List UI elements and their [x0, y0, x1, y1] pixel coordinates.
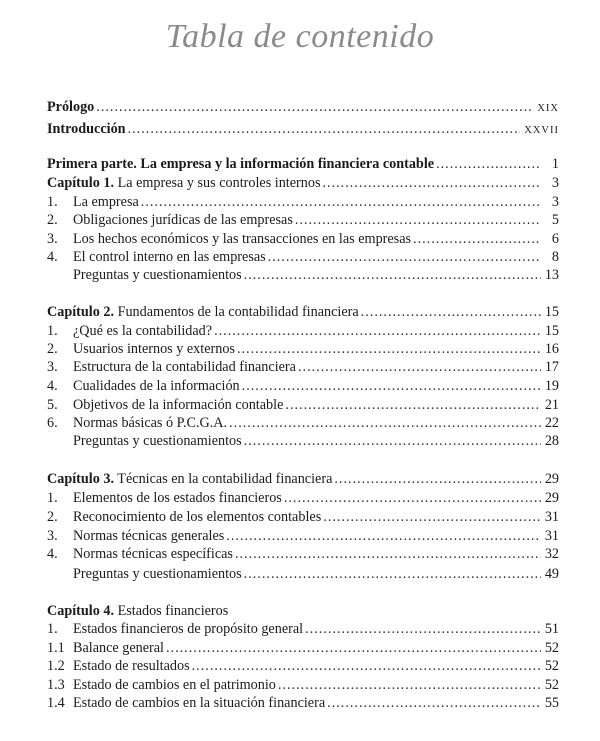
toc-entry [47, 602, 559, 620]
toc-entry-heading: Capítulo 4. [47, 603, 115, 619]
toc-entry-number: 1. [47, 490, 58, 506]
toc-entry-number: 3. [47, 359, 58, 375]
toc-entry-title: Capítulo 3. Técnicas en la contabilidad financiera [47, 471, 333, 487]
leader-dots [322, 174, 541, 192]
toc-entry-number: 2. [47, 341, 58, 357]
toc-page-number: 17 [544, 359, 559, 375]
toc-entry-heading: Primera parte. La empresa y la información financiera contable [47, 156, 435, 172]
leader-dots [298, 358, 541, 376]
toc-entry-title: Los hechos económicos y las transacciones en las empresas [73, 231, 412, 247]
leader-dots [244, 266, 541, 284]
toc-entry-heading: Capítulo 1. [47, 175, 115, 191]
toc-entry [47, 174, 559, 192]
toc-entry [47, 470, 559, 488]
toc-page-number: 51 [544, 621, 559, 637]
toc-entry-number: 3. [47, 528, 58, 544]
toc-entry-title: Reconocimiento de los elementos contables [73, 509, 322, 525]
leader-dots [128, 120, 521, 138]
toc-entry [47, 694, 559, 712]
toc-entry [47, 230, 559, 248]
toc-entry-title: Estructura de la contabilidad financiera [73, 359, 296, 375]
toc-page-number: 1 [551, 156, 559, 172]
toc-entry [47, 396, 559, 414]
leader-dots [323, 508, 541, 526]
toc-page-number: 16 [544, 341, 559, 357]
toc-page-number: 15 [544, 304, 559, 320]
toc-page-number: XXVII [524, 125, 559, 136]
leader-dots [295, 211, 541, 229]
toc-entry-title: Normas técnicas generales [73, 528, 225, 544]
toc-entry [47, 414, 559, 432]
toc-entry-number: 1. [47, 621, 58, 637]
toc-entry [47, 676, 559, 694]
toc-page-number: 52 [544, 640, 559, 656]
toc-entry [47, 508, 559, 526]
toc-entry-title: Cualidades de la información [73, 378, 240, 394]
leader-dots [226, 527, 541, 545]
toc-entry [47, 155, 559, 173]
toc-page-number: 29 [544, 471, 559, 487]
toc-entry-number: 6. [47, 415, 58, 431]
toc-page-number: 22 [544, 415, 559, 431]
toc-entry-title: Elementos de los estados financieros [73, 490, 282, 506]
toc-page-number: 8 [551, 249, 559, 265]
leader-dots [244, 432, 541, 450]
toc-entry-number: 2. [47, 509, 58, 525]
toc-entry-title: Estado de resultados [73, 658, 190, 674]
leader-dots [141, 193, 541, 211]
toc-entry-title: ¿Qué es la contabilidad? [73, 323, 213, 339]
toc-entry-title: Preguntas y cuestionamientos [73, 433, 242, 449]
toc-entry-number: 1. [47, 323, 58, 339]
toc-page-number: 32 [544, 546, 559, 562]
toc-page-number: 5 [551, 212, 559, 228]
toc-entry-title: Preguntas y cuestionamientos [73, 566, 242, 582]
toc-entry-title: Objetivos de la información contable [73, 397, 284, 413]
leader-dots [235, 545, 541, 563]
leader-dots [361, 303, 541, 321]
toc-page-number: XIX [537, 103, 559, 114]
toc-entry-title [47, 155, 434, 173]
toc-entry-title: Preguntas y cuestionamientos [73, 267, 242, 283]
toc-page-number: 31 [544, 509, 559, 525]
leader-dots [166, 639, 541, 657]
toc-entry-number: 1.4 [47, 695, 65, 711]
leader-dots [96, 98, 533, 116]
toc-entry-number: 1. [47, 194, 58, 210]
toc-entry-number: 4. [47, 249, 58, 265]
toc-entry [47, 639, 559, 657]
toc-entry-heading: Capítulo 2. [47, 304, 115, 320]
toc-entry-title: Normas básicas ó P.C.G.A. [73, 415, 228, 431]
toc-entry [47, 322, 559, 340]
toc-entry-title [47, 120, 126, 138]
toc-title: Tabla de contenido [165, 18, 435, 55]
toc-entry-title: Estado de cambios en el patrimonio [73, 677, 276, 693]
toc-page-number: 55 [544, 695, 559, 711]
toc-entry-number: 1.3 [47, 677, 65, 693]
leader-dots [268, 248, 541, 266]
leader-dots [244, 565, 541, 583]
leader-dots [237, 340, 541, 358]
toc-entry [47, 377, 559, 395]
toc-entry-title: La empresa [73, 194, 139, 210]
toc-entry-title: Estado de cambios en la situación financiera [73, 695, 326, 711]
toc-entry [47, 657, 559, 675]
toc-entry [47, 527, 559, 545]
toc-entry-title: Capítulo 4. Estados financieros [47, 603, 229, 619]
toc-entry-number: 5. [47, 397, 58, 413]
toc-entry [47, 620, 559, 638]
leader-dots [334, 470, 540, 488]
leader-dots [284, 489, 541, 507]
toc-entry [47, 98, 559, 118]
leader-dots [305, 620, 541, 638]
leader-dots [214, 322, 541, 340]
toc-entry [47, 193, 559, 211]
toc-entry-title [47, 98, 94, 116]
toc-page-number: 31 [544, 528, 559, 544]
toc-page-number: 6 [551, 231, 559, 247]
toc-entry [47, 303, 559, 321]
toc-entry-title: Normas técnicas específicas [73, 546, 233, 562]
toc-page-number: 28 [544, 433, 559, 449]
toc-entry [47, 340, 559, 358]
toc-page-number: 15 [544, 323, 559, 339]
toc-entry-number: 2. [47, 212, 58, 228]
toc-entry-title: Capítulo 2. Fundamentos de la contabilidad financiera [47, 304, 359, 320]
toc-entry-heading: Introducción [47, 121, 126, 137]
toc-page-number: 13 [544, 267, 559, 283]
toc-page-number: 49 [544, 566, 559, 582]
toc-entry-title: Capítulo 1. La empresa y sus controles internos [47, 175, 321, 191]
leader-dots [327, 694, 541, 712]
toc-entry-number: 3. [47, 231, 58, 247]
toc-page-number: 52 [544, 658, 559, 674]
toc-page-number: 3 [551, 175, 559, 191]
toc-entry-number: 1.1 [47, 640, 65, 656]
toc-entry-number: 4. [47, 546, 58, 562]
toc-page-number: 29 [544, 490, 559, 506]
toc-entry [47, 489, 559, 507]
leader-dots [413, 230, 541, 248]
toc-entry [47, 248, 559, 266]
toc-entry-heading: Prólogo [47, 99, 95, 115]
toc-entry [47, 545, 559, 563]
toc-entry [47, 120, 559, 140]
toc-entry-title: Balance general [73, 640, 164, 656]
toc-entry-title: Usuarios internos y externos [73, 341, 235, 357]
leader-dots [285, 396, 540, 414]
leader-dots [278, 676, 541, 694]
toc-entry [47, 358, 559, 376]
toc-page-number: 21 [544, 397, 559, 413]
toc-entry [47, 432, 559, 450]
toc-page-number: 3 [551, 194, 559, 210]
toc-entry [47, 266, 559, 284]
leader-dots [192, 657, 541, 675]
toc-entry-title: Estados financieros de propósito general [73, 621, 304, 637]
leader-dots [229, 414, 541, 432]
toc-entry-number: 1.2 [47, 658, 65, 674]
toc-entry-title: Obligaciones jurídicas de las empresas [73, 212, 293, 228]
toc-entry [47, 565, 559, 583]
toc-entry-number: 4. [47, 378, 58, 394]
toc-page-number: 19 [544, 378, 559, 394]
leader-dots [436, 155, 541, 173]
toc-entry-title: El control interno en las empresas [73, 249, 266, 265]
toc-entry [47, 211, 559, 229]
toc-page-number: 52 [544, 677, 559, 693]
leader-dots [242, 377, 541, 395]
toc-entry-heading: Capítulo 3. [47, 471, 115, 487]
